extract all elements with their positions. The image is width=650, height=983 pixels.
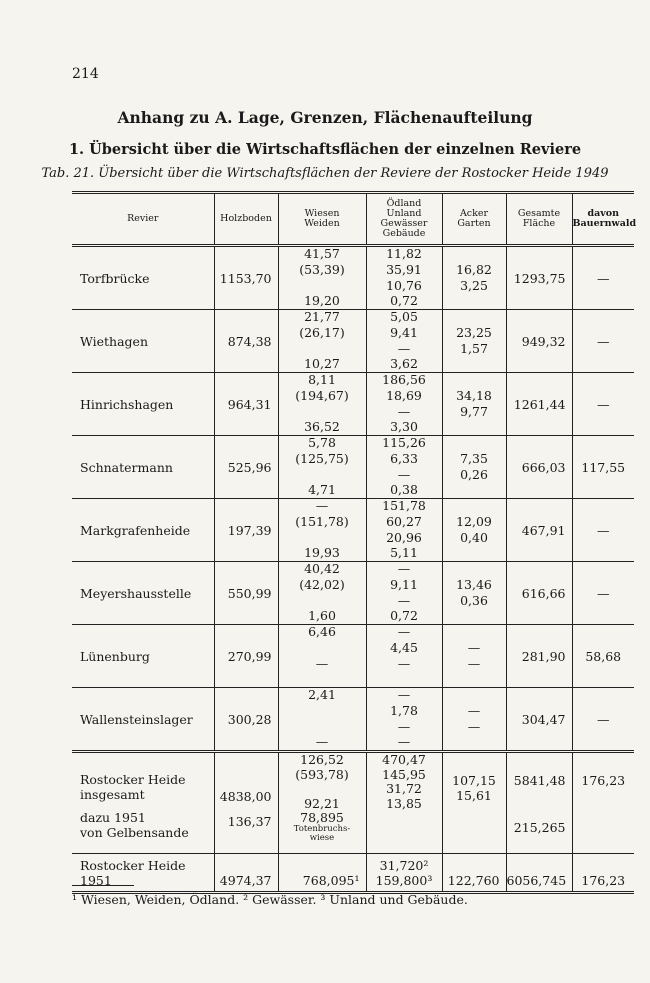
- gesamt-cell: 1261,44: [506, 373, 572, 436]
- revier-cell: Meyershausstelle: [80, 585, 192, 601]
- wiesen-values: 8,11 (194,67) 36,52: [295, 372, 349, 435]
- wiesen-values: — (151,78) 19,93: [295, 498, 349, 561]
- oedland-values: — 1,78 — —: [390, 687, 418, 750]
- revier-cell: Hinrichshagen: [80, 396, 174, 412]
- total-bauernwald-cell: 176,23: [572, 854, 634, 893]
- gesamt-cell: 949,32: [506, 310, 572, 373]
- oedland-values: — 4,45 —: [390, 624, 418, 671]
- oedland-values: 115,26 6,33 — 0,38: [382, 435, 426, 498]
- oedland-values: — 9,11 — 0,72: [390, 561, 418, 624]
- gesamt-cell: 467,91: [506, 499, 572, 562]
- revier-cell: Schnatermann: [80, 459, 173, 475]
- wiesen-values: 2,41 —: [308, 687, 336, 750]
- col-header-revier: Revier: [127, 213, 159, 224]
- col-header-wiesen: Wiesen Weiden: [278, 193, 366, 246]
- wiesen-values: 40,42 (42,02) 1,60: [299, 561, 345, 624]
- total-acker-cell: 122,760: [442, 854, 506, 893]
- summary-gesamt-cell: 5841,48 215,265: [506, 752, 572, 854]
- page-number: 214: [72, 66, 99, 82]
- total-wiesen-cell: 768,095¹: [278, 854, 366, 893]
- total-gesamt-cell: 6056,745: [506, 854, 572, 893]
- bauernwald-cell: —: [572, 562, 634, 625]
- table-row: [72, 310, 634, 373]
- col-header-gesamt: Gesamte Fläche: [506, 193, 572, 246]
- summary-row: [72, 752, 634, 854]
- footnote-rule: [72, 885, 134, 886]
- summary-acker-cell: 107,15 15,61: [442, 752, 506, 854]
- acker-cell: 7,35 0,26: [442, 436, 506, 499]
- holzboden-cell: 525,96: [214, 436, 278, 499]
- section-heading: 1. Übersicht über die Wirtschaftsflächen der einzelnen Reviere: [68, 141, 582, 158]
- gesamt-cell: 666,03: [506, 436, 572, 499]
- summary-bauernwald-cell: 176,23: [572, 752, 634, 854]
- gesamt-cell: 1293,75: [506, 246, 572, 310]
- oedland-cell: [366, 688, 442, 752]
- total-oedland-cell: 31,720² 159,800³: [366, 854, 442, 893]
- gesamt-cell: 304,47: [506, 688, 572, 752]
- table-caption: Tab. 21. Übersicht über die Wirtschaftsflächen der Reviere der Rostocker Heide 1949: [41, 166, 609, 181]
- wiesen-cell: [278, 562, 366, 625]
- oedland-cell: [366, 246, 442, 310]
- acker-cell: 23,25 1,57: [442, 310, 506, 373]
- col-header-bauernwald: davon Bauernwald: [572, 193, 634, 246]
- acker-cell: 16,82 3,25: [442, 246, 506, 310]
- holzboden-cell: 550,99: [214, 562, 278, 625]
- total-row: [72, 854, 634, 893]
- appendix-heading: Anhang zu A. Lage, Grenzen, Flächenaufteilung: [117, 108, 533, 127]
- summary-holzboden-cell: 4838,00 136,37: [214, 752, 278, 854]
- bauernwald-cell: —: [572, 499, 634, 562]
- wirtschaftsflaechen-table: [72, 191, 637, 894]
- acker-cell: 12,09 0,40: [442, 499, 506, 562]
- oedland-cell: [366, 625, 442, 688]
- wiesen-values: 6,46 —: [308, 624, 336, 671]
- wiesen-cell: [278, 499, 366, 562]
- wiesen-cell: [278, 310, 366, 373]
- revier-cell: Torfbrücke: [80, 270, 150, 286]
- holzboden-cell: 874,38: [214, 310, 278, 373]
- table-row: [72, 499, 634, 562]
- holzboden-cell: 197,39: [214, 499, 278, 562]
- revier-cell: Lünenburg: [80, 648, 150, 664]
- wiesen-cell: [278, 246, 366, 310]
- oedland-cell: [366, 436, 442, 499]
- acker-cell: 34,18 9,77: [442, 373, 506, 436]
- table-row: [72, 373, 634, 436]
- holzboden-cell: 964,31: [214, 373, 278, 436]
- col-header-oedland: Ödland Unland Gewässer Gebäude: [366, 193, 442, 246]
- wiesen-values: 41,57 (53,39) 19,20: [299, 246, 345, 309]
- holzboden-cell: 300,28: [214, 688, 278, 752]
- bauernwald-cell: —: [572, 373, 634, 436]
- holzboden-cell: 270,99: [214, 625, 278, 688]
- acker-cell: 13,46 0,36: [442, 562, 506, 625]
- revier-cell: Wallensteinslager: [80, 711, 193, 727]
- wiesen-values: 5,78 (125,75) 4,71: [295, 435, 349, 498]
- table-row: [72, 625, 634, 688]
- bauernwald-cell: —: [572, 246, 634, 310]
- wiesen-cell: [278, 373, 366, 436]
- oedland-cell: [366, 310, 442, 373]
- summary-oedland-cell: 470,47 145,95 31,72 13,85: [366, 752, 442, 854]
- oedland-cell: [366, 562, 442, 625]
- bauernwald-cell: 58,68: [572, 625, 634, 688]
- summary-revier-cell: Rostocker Heide insgesamt dazu 1951 von Gelbensande: [80, 772, 189, 840]
- wiesen-cell: [278, 436, 366, 499]
- wiesen-cell: [278, 625, 366, 688]
- footnotes: ¹ Wiesen, Weiden, Ödland. ² Gewässer. ³ Unland und Gebäude.: [72, 892, 468, 907]
- oedland-values: 151,78 60,27 20,96 5,11: [382, 498, 426, 561]
- oedland-values: 5,05 9,41 — 3,62: [390, 309, 418, 372]
- table-row: [72, 688, 634, 752]
- oedland-values: 186,56 18,69 — 3,30: [382, 372, 426, 435]
- revier-cell: Markgrafenheide: [80, 522, 191, 538]
- gesamt-cell: 616,66: [506, 562, 572, 625]
- bauernwald-cell: —: [572, 310, 634, 373]
- wiesen-values: 21,77 (26,17) 10,27: [299, 309, 345, 372]
- revier-cell: Wiethagen: [80, 333, 148, 349]
- table-row: [72, 436, 634, 499]
- bauernwald-cell: 117,55: [572, 436, 634, 499]
- oedland-cell: [366, 373, 442, 436]
- col-header-acker: Acker Garten: [442, 193, 506, 246]
- table-row: [72, 246, 634, 310]
- wiesen-cell: [278, 688, 366, 752]
- total-holzboden-cell: 4974,37: [214, 854, 278, 893]
- col-header-holzboden: Holzboden: [214, 193, 278, 246]
- total-revier-cell: Rostocker Heide 1951: [80, 858, 186, 888]
- gesamt-cell: 281,90: [506, 625, 572, 688]
- table-row: [72, 562, 634, 625]
- summary-wiesen-cell: 126,52 (593,78) 92,21 78,895 Totenbruchs- wiese: [278, 752, 366, 854]
- acker-cell: — —: [442, 688, 506, 752]
- bauernwald-cell: —: [572, 688, 634, 752]
- header-row: [72, 193, 634, 246]
- oedland-cell: [366, 499, 442, 562]
- oedland-values: 11,82 35,91 10,76 0,72: [386, 246, 422, 309]
- acker-cell: — —: [442, 625, 506, 688]
- holzboden-cell: 1153,70: [214, 246, 278, 310]
